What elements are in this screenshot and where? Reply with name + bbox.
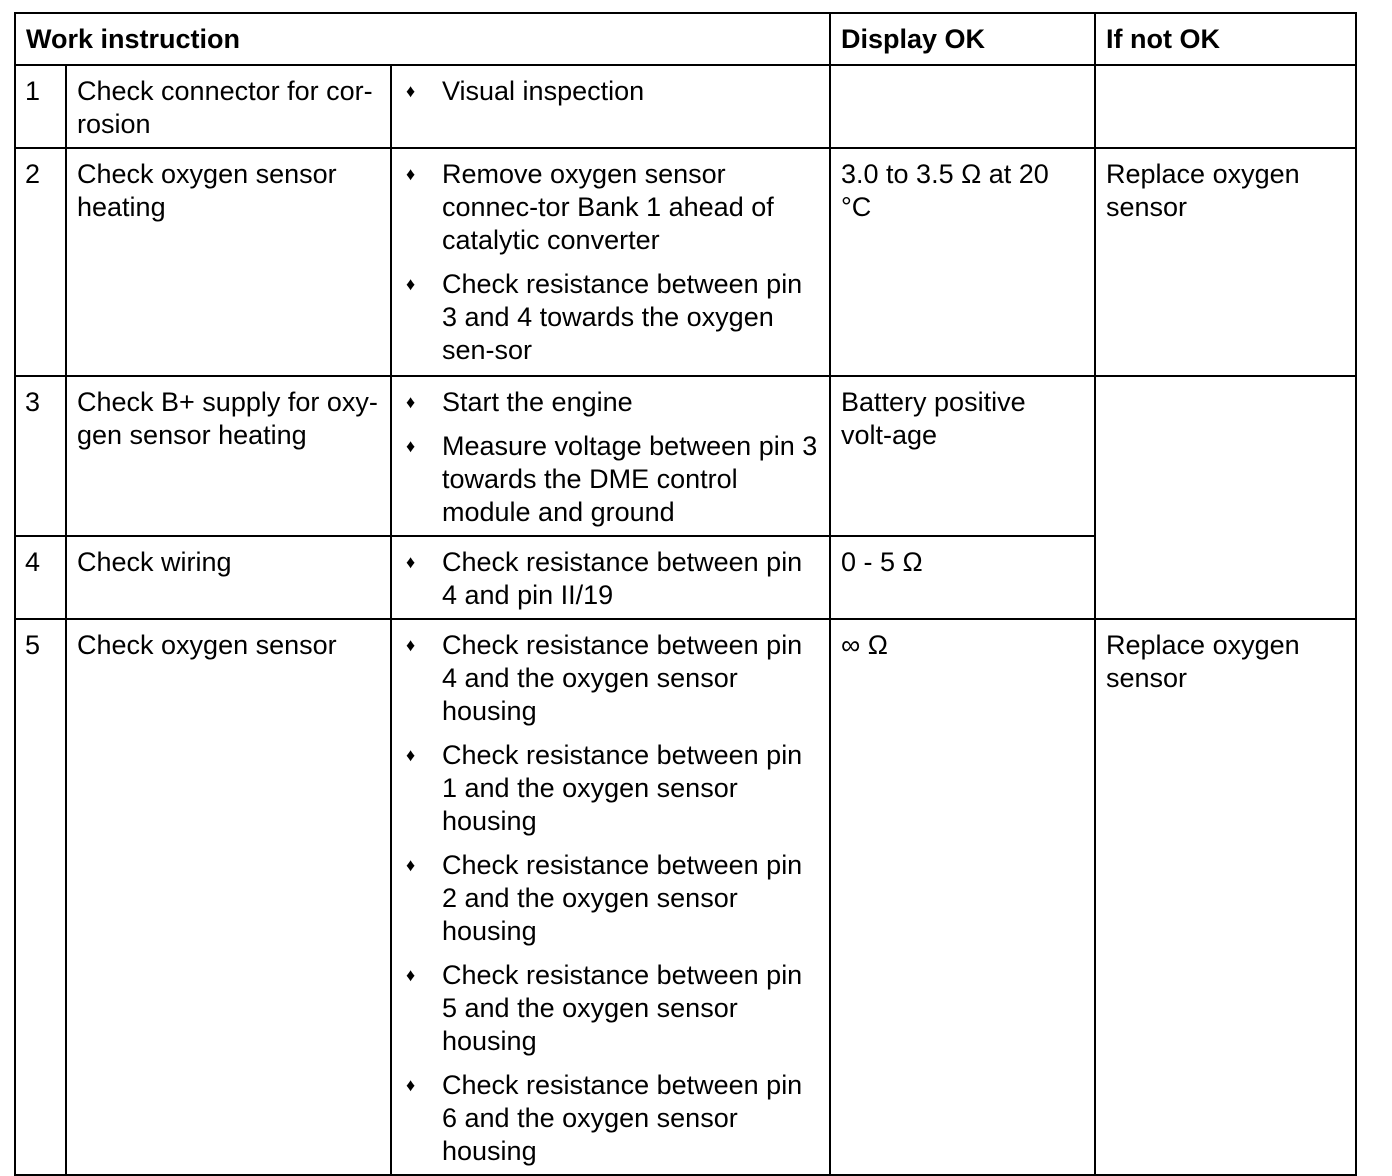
step-text: Check resistance between pin 4 and pin II/19 bbox=[442, 547, 803, 610]
check-description: Check wiring bbox=[66, 536, 391, 619]
step-text: Check resistance between pin 5 and the oxygen sensor housing bbox=[442, 960, 803, 1056]
step-list bbox=[402, 629, 819, 1168]
step-number: 5 bbox=[15, 619, 66, 1175]
diamond-bullet-icon: ♦ bbox=[406, 164, 416, 184]
list-item bbox=[402, 430, 819, 529]
step-text: Check resistance between pin 2 and the oxygen sensor housing bbox=[442, 850, 803, 946]
list-item bbox=[402, 739, 819, 838]
step-text: Remove oxygen sensor connec-tor Bank 1 ahead of catalytic converter bbox=[442, 159, 774, 255]
diamond-bullet-icon: ♦ bbox=[406, 965, 416, 985]
step-list-cell bbox=[391, 619, 830, 1175]
step-text: Check resistance between pin 1 and the oxygen sensor housing bbox=[442, 740, 803, 836]
step-number: 1 bbox=[15, 65, 66, 148]
diamond-bullet-icon: ♦ bbox=[406, 81, 416, 101]
list-item bbox=[402, 386, 819, 419]
if-not-ok-value bbox=[1095, 376, 1356, 619]
diamond-bullet-icon: ♦ bbox=[406, 274, 416, 294]
step-text: Check resistance between pin 6 and the oxygen sensor housing bbox=[442, 1070, 803, 1166]
step-list-cell bbox=[391, 376, 830, 536]
display-ok-value: Battery positive volt-age bbox=[830, 376, 1095, 536]
list-item bbox=[402, 158, 819, 257]
step-number: 4 bbox=[15, 536, 66, 619]
list-item bbox=[402, 629, 819, 728]
list-item bbox=[402, 75, 819, 108]
diamond-bullet-icon: ♦ bbox=[406, 745, 416, 765]
diamond-bullet-icon: ♦ bbox=[406, 552, 416, 572]
diamond-bullet-icon: ♦ bbox=[406, 436, 416, 456]
step-list bbox=[402, 386, 819, 529]
if-not-ok-value: Replace oxygen sensor bbox=[1095, 148, 1356, 376]
display-ok-value bbox=[830, 65, 1095, 148]
diamond-bullet-icon: ♦ bbox=[406, 635, 416, 655]
step-list bbox=[402, 158, 819, 367]
step-text: Check resistance between pin 3 and 4 towards the oxygen sen-sor bbox=[442, 269, 803, 365]
list-item bbox=[402, 1069, 819, 1168]
step-list-cell bbox=[391, 536, 830, 619]
list-item bbox=[402, 546, 819, 612]
display-ok-value: 0 - 5 Ω bbox=[830, 536, 1095, 619]
diamond-bullet-icon: ♦ bbox=[406, 1075, 416, 1095]
table-row bbox=[15, 148, 1356, 376]
work-instruction-table bbox=[14, 12, 1357, 1176]
header-if-not-ok: If not OK bbox=[1095, 13, 1356, 65]
list-item bbox=[402, 268, 819, 367]
table-row bbox=[15, 376, 1356, 536]
step-number: 2 bbox=[15, 148, 66, 376]
step-list-cell bbox=[391, 148, 830, 376]
table-row bbox=[15, 619, 1356, 1175]
list-item bbox=[402, 849, 819, 948]
table-header-row bbox=[15, 13, 1356, 65]
list-item bbox=[402, 959, 819, 1058]
check-description: Check connector for cor-rosion bbox=[66, 65, 391, 148]
step-list-cell bbox=[391, 65, 830, 148]
if-not-ok-value: Replace oxygen sensor bbox=[1095, 619, 1356, 1175]
step-text: Measure voltage between pin 3 towards the DME control module and ground bbox=[442, 431, 818, 527]
if-not-ok-value bbox=[1095, 65, 1356, 148]
step-text: Check resistance between pin 4 and the oxygen sensor housing bbox=[442, 630, 803, 726]
step-text: Visual inspection bbox=[442, 76, 645, 106]
step-number: 3 bbox=[15, 376, 66, 536]
display-ok-value: 3.0 to 3.5 Ω at 20 °C bbox=[830, 148, 1095, 376]
check-description: Check B+ supply for oxy-gen sensor heating bbox=[66, 376, 391, 536]
step-text: Start the engine bbox=[442, 387, 633, 417]
diamond-bullet-icon: ♦ bbox=[406, 392, 416, 412]
step-list bbox=[402, 546, 819, 612]
diamond-bullet-icon: ♦ bbox=[406, 855, 416, 875]
header-display-ok: Display OK bbox=[830, 13, 1095, 65]
header-work-instruction: Work instruction bbox=[15, 13, 830, 65]
check-description: Check oxygen sensor heating bbox=[66, 148, 391, 376]
step-list bbox=[402, 75, 819, 108]
table-row bbox=[15, 65, 1356, 148]
check-description: Check oxygen sensor bbox=[66, 619, 391, 1175]
display-ok-value: ∞ Ω bbox=[830, 619, 1095, 1175]
